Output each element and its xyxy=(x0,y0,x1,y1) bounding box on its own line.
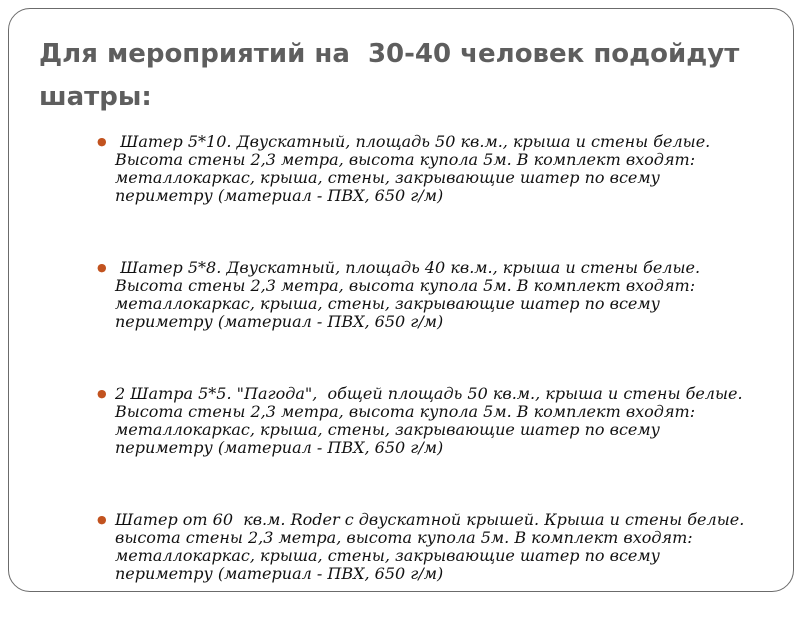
item-text-line: Шатер 5*8. Двускатный, площадь 40 кв.м., крыша и стены белые. xyxy=(115,258,701,277)
list-item-tent-5x10 xyxy=(97,132,775,205)
bullet-icon: ● xyxy=(97,387,107,400)
slide-frame xyxy=(8,8,794,592)
item-text-line: периметру (материал - ПВХ, 650 г/м) xyxy=(115,312,444,331)
item-text-line: металлокаркас, крыша, стены, закрывающие шатер по всему xyxy=(115,294,660,313)
list-item-tent-5x8 xyxy=(97,258,775,331)
item-text-line: периметру (материал - ПВХ, 650 г/м) xyxy=(115,564,444,583)
item-text-line: Высота стены 2,3 метра, высота купола 5м. В комплект входят: xyxy=(115,150,696,169)
item-text-line: 2 Шатра 5*5. "Пагода", общей площадь 50 кв.м., крыша и стены белые. xyxy=(115,384,743,403)
bullet-icon: ● xyxy=(97,513,107,526)
list-item-roder xyxy=(97,510,775,583)
item-text-line: металлокаркас, крыша, стены, закрывающие шатер по всему xyxy=(115,168,660,187)
item-text-line: периметру (материал - ПВХ, 650 г/м) xyxy=(115,438,444,457)
bullet-icon: ● xyxy=(97,261,107,274)
bullet-icon: ● xyxy=(97,135,107,148)
item-text-line: металлокаркас, крыша, стены, закрывающие шатер по всему xyxy=(115,420,660,439)
item-text-line: Шатер 5*10. Двускатный, площадь 50 кв.м., крыша и стены белые. xyxy=(115,132,711,151)
list-item-pagoda xyxy=(97,384,775,457)
slide-title: Для мероприятий на 30-40 человек подойдут шатры: xyxy=(39,39,749,112)
item-text-line: высота стены 2,3 метра, высота купола 5м. В комплект входят: xyxy=(115,528,693,547)
item-text-line: металлокаркас, крыша, стены, закрывающие шатер по всему xyxy=(115,546,660,565)
item-text-line: Высота стены 2,3 метра, высота купола 5м. В комплект входят: xyxy=(115,402,696,421)
item-text-line: периметру (материал - ПВХ, 650 г/м) xyxy=(115,186,444,205)
tent-options-list xyxy=(97,132,775,637)
item-text-line: Шатер от 60 кв.м. Roder с двускатной крышей. Крыша и стены белые. xyxy=(115,510,745,529)
item-text-line: Высота стены 2,3 метра, высота купола 5м. В комплект входят: xyxy=(115,276,696,295)
